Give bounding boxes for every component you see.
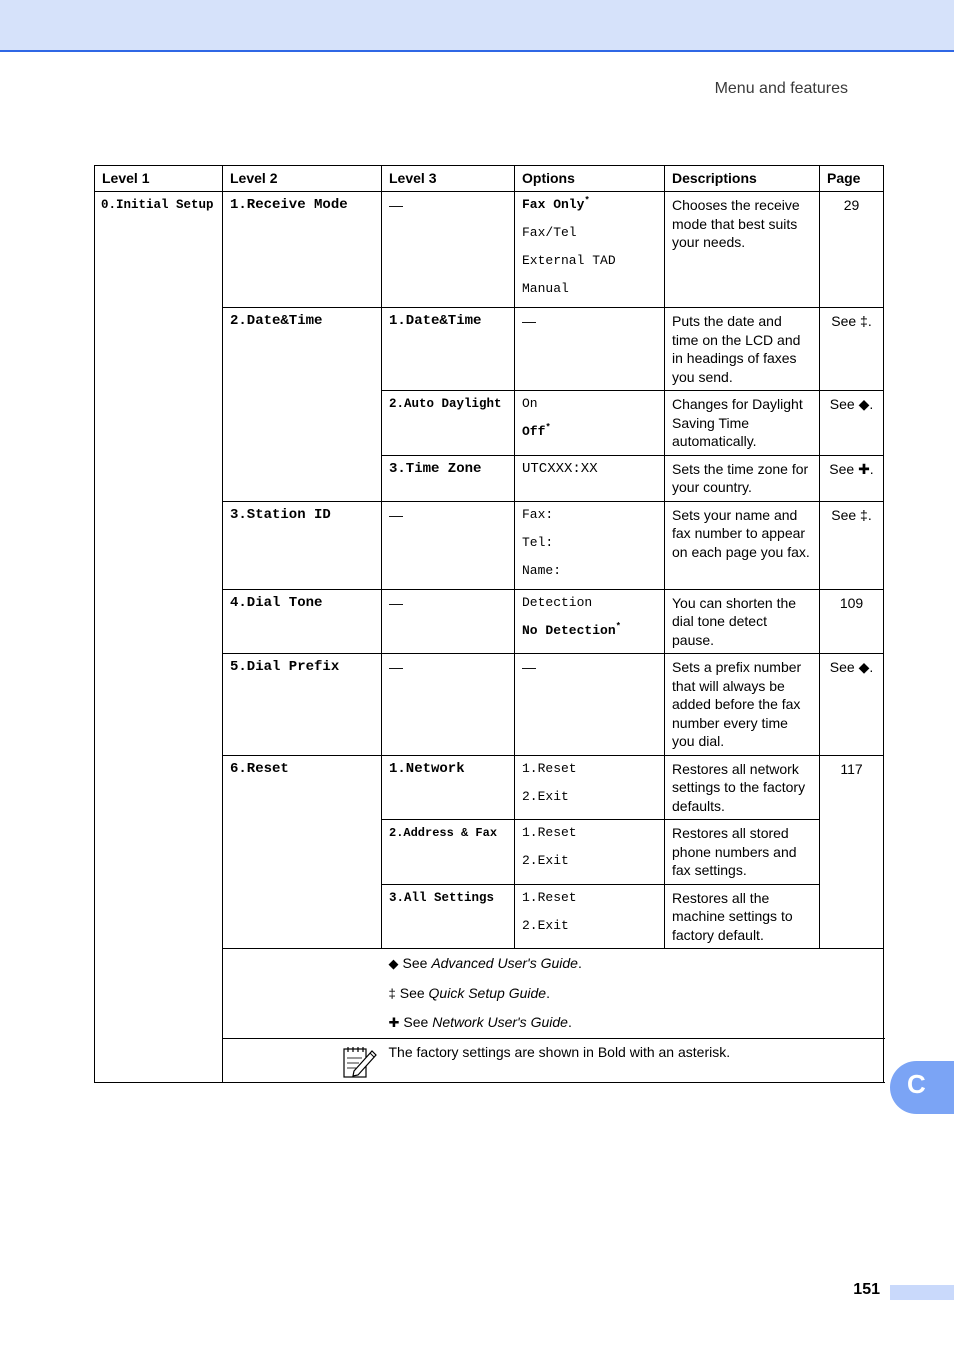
double-dagger-icon: ‡ [388, 985, 396, 1001]
cross-icon: ✚ [388, 1015, 400, 1030]
header-level-3: Level 3 [382, 166, 515, 192]
factory-settings-note: The factory settings are shown in Bold with an asterisk. [382, 1038, 884, 1082]
level2-date-time: 2.Date&Time [223, 308, 382, 502]
options-receive-mode [515, 192, 665, 308]
level3-all-settings: 3.All Settings [382, 884, 515, 949]
options-dial-prefix: — [515, 654, 665, 756]
option-item: No Detection* [522, 621, 622, 638]
page-number: 151 [853, 1281, 880, 1298]
level3-receive-mode: — [382, 192, 515, 308]
header-level-1: Level 1 [95, 166, 223, 192]
level3-network: 1.Network [382, 755, 515, 820]
level3-address-fax: 2.Address & Fax [382, 820, 515, 885]
table-header-row [95, 166, 884, 192]
option-item: 2.Exit [522, 788, 569, 804]
level3-date-time: 1.Date&Time [382, 308, 515, 391]
options-date-time: — [515, 308, 665, 391]
header-level-2: Level 2 [223, 166, 382, 192]
option-item: Fax: [522, 506, 554, 522]
option-item: Fax/Tel [522, 225, 577, 240]
options-dial-tone [515, 589, 665, 654]
page-number-bar [890, 1285, 954, 1300]
options-reset-all [515, 884, 665, 949]
level3-time-zone: 3.Time Zone [382, 455, 515, 501]
level3-station-id: — [382, 501, 515, 589]
description-station-id: Sets your name and fax number to appear on each page you fax. [665, 501, 820, 589]
note-pencil-icon [342, 1043, 378, 1079]
level3-dial-tone: — [382, 589, 515, 654]
level3-dial-prefix: — [382, 654, 515, 756]
option-item: Tel: [522, 534, 554, 550]
page-receive-mode: 29 [820, 192, 884, 308]
header-options: Options [515, 166, 665, 192]
note-advanced-guide: ◆ See Advanced User's Guide. [388, 955, 582, 971]
option-item: 1.Reset [522, 825, 577, 840]
page-date-time: See ‡. [820, 308, 884, 391]
chapter-tab [890, 1061, 954, 1114]
option-item: 1.Reset [522, 889, 577, 905]
page-time-zone: See ✚. [820, 455, 884, 501]
guide-notes [382, 949, 884, 1039]
diamond-icon: ◆ [388, 956, 399, 971]
header-page: Page [820, 166, 884, 192]
option-item: 1.Reset [522, 760, 577, 776]
note-network-guide: ✚ See Network User's Guide. [388, 1014, 572, 1030]
description-reset-all: Restores all the machine settings to factory default. [665, 884, 820, 949]
level2-dial-tone: 4.Dial Tone [223, 589, 382, 654]
description-time-zone: Sets the time zone for your country. [665, 455, 820, 501]
page-dial-tone: 109 [820, 589, 884, 654]
description-reset-network: Restores all network settings to the factory defaults. [665, 755, 820, 820]
option-item: 2.Exit [522, 853, 569, 868]
options-time-zone: UTCXXX:XX [515, 455, 665, 501]
top-header-band [0, 0, 954, 52]
options-reset-network [515, 755, 665, 820]
description-receive-mode: Chooses the receive mode that best suits your needs. [665, 192, 820, 308]
page-auto-daylight: See ◆. [820, 391, 884, 456]
option-item: Fax Only* [522, 195, 590, 212]
options-station-id [515, 501, 665, 589]
option-item: Manual [522, 281, 569, 296]
level1-initial-setup: 0.Initial Setup [95, 192, 223, 1083]
option-item: Off* [522, 422, 551, 439]
description-dial-prefix: Sets a prefix number that will always be added before the fax number every time you dial. [665, 654, 820, 756]
level2-reset: 6.Reset [223, 755, 382, 949]
table-row [95, 192, 884, 308]
level2-station-id: 3.Station ID [223, 501, 382, 589]
option-item: Detection [522, 594, 593, 610]
page-reset: 117 [820, 755, 884, 949]
header-descriptions: Descriptions [665, 166, 820, 192]
description-auto-daylight: Changes for Daylight Saving Time automatically. [665, 391, 820, 456]
option-item: External TAD [522, 253, 616, 268]
level2-dial-prefix: 5.Dial Prefix [223, 654, 382, 756]
description-date-time: Puts the date and time on the LCD and in headings of faxes you send. [665, 308, 820, 391]
option-item: Name: [522, 562, 562, 578]
chapter-tab-label: C [907, 1069, 926, 1099]
section-title: Menu and features [714, 80, 848, 97]
page-station-id: See ‡. [820, 501, 884, 589]
option-item: 2.Exit [522, 917, 569, 933]
options-auto-daylight [515, 391, 665, 456]
level3-auto-daylight: 2.Auto Daylight [382, 391, 515, 456]
level2-receive-mode: 1.Receive Mode [223, 192, 382, 308]
page-dial-prefix: See ◆. [820, 654, 884, 756]
option-item: On [522, 396, 538, 411]
options-reset-address [515, 820, 665, 885]
menu-table [94, 165, 884, 1083]
note-quick-guide: ‡ See Quick Setup Guide. [388, 984, 550, 1001]
description-dial-tone: You can shorten the dial tone detect pause. [665, 589, 820, 654]
description-reset-address: Restores all stored phone numbers and fax settings. [665, 820, 820, 885]
